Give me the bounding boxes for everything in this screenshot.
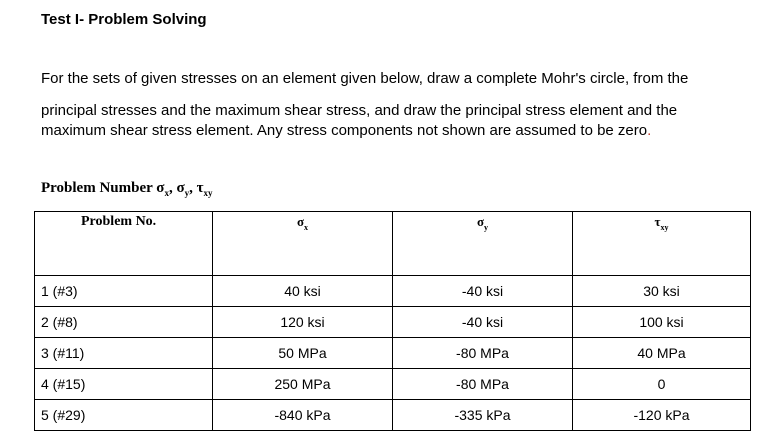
heading-tau-xy: [197, 180, 213, 196]
tau-xy-cell: 0: [573, 369, 751, 400]
instructions-line-2: principal stresses and the maximum shear stress, and draw the principal stress element and the: [41, 102, 678, 119]
table-row: [35, 338, 751, 369]
heading-sigma-y-symbol: σ: [176, 180, 185, 196]
sigma-x-cell: 50 MPa: [213, 338, 393, 369]
heading-tau-xy-subscript: xy: [203, 188, 213, 198]
column-header-tau-xy: [573, 212, 751, 276]
sigma-y-cell: -80 MPa: [393, 369, 573, 400]
sigma-x-subscript: x: [304, 222, 309, 232]
sigma-x-cell: -840 kPa: [213, 400, 393, 431]
tau-xy-cell: 100 ksi: [573, 307, 751, 338]
instructions-line-3-text: maximum shear stress element. Any stress components not shown are assumed to be zero: [41, 122, 648, 139]
table-heading-text: Problem Number: [41, 180, 153, 196]
tau-xy-symbol: τ: [654, 214, 661, 229]
heading-sigma-x-symbol: σ: [156, 180, 165, 196]
sigma-x-cell: 250 MPa: [213, 369, 393, 400]
sigma-x-cell: 40 ksi: [213, 276, 393, 307]
sigma-y-cell: -40 ksi: [393, 276, 573, 307]
tau-xy-cell: -120 kPa: [573, 400, 751, 431]
page-title: Test I- Problem Solving: [41, 11, 207, 28]
table-heading: [41, 180, 213, 198]
heading-sigma-y: [176, 180, 196, 196]
problem-number-cell: 2 (#8): [35, 307, 213, 338]
column-header-problem-no: Problem No.: [35, 212, 213, 276]
problem-number-cell: 5 (#29): [35, 400, 213, 431]
sigma-x-symbol: σ: [296, 214, 305, 229]
table-row: [35, 307, 751, 338]
heading-sigma-x-subscript: x: [164, 188, 169, 198]
sigma-x-cell: 120 ksi: [213, 307, 393, 338]
table-row: [35, 400, 751, 431]
sigma-y-cell: -335 kPa: [393, 400, 573, 431]
heading-tau-xy-symbol: τ: [196, 180, 204, 196]
problem-number-cell: 1 (#3): [35, 276, 213, 307]
column-header-sigma-y: [393, 212, 573, 276]
sigma-y-cell: -40 ksi: [393, 307, 573, 338]
heading-separator: ,: [168, 180, 177, 196]
heading-sigma-y-subscript: y: [184, 188, 190, 198]
column-header-sigma-x: [213, 212, 393, 276]
tau-xy-cell: 40 MPa: [573, 338, 751, 369]
tau-xy-subscript: xy: [660, 222, 669, 232]
table-row: [35, 369, 751, 400]
instructions-line-3-period: .: [647, 122, 652, 139]
sigma-y-symbol: σ: [476, 214, 485, 229]
heading-separator: ,: [189, 180, 197, 196]
problem-number-cell: 3 (#11): [35, 338, 213, 369]
stress-table: [34, 211, 751, 431]
problem-number-cell: 4 (#15): [35, 369, 213, 400]
instructions-line-3: [41, 122, 651, 139]
sigma-y-cell: -80 MPa: [393, 338, 573, 369]
heading-sigma-x: [156, 180, 176, 196]
sigma-y-subscript: y: [484, 222, 489, 232]
table-row: [35, 276, 751, 307]
tau-xy-cell: 30 ksi: [573, 276, 751, 307]
table-header-row: [35, 212, 751, 276]
instructions-line-1: For the sets of given stresses on an element given below, draw a complete Mohr's circle, from the: [41, 70, 689, 87]
